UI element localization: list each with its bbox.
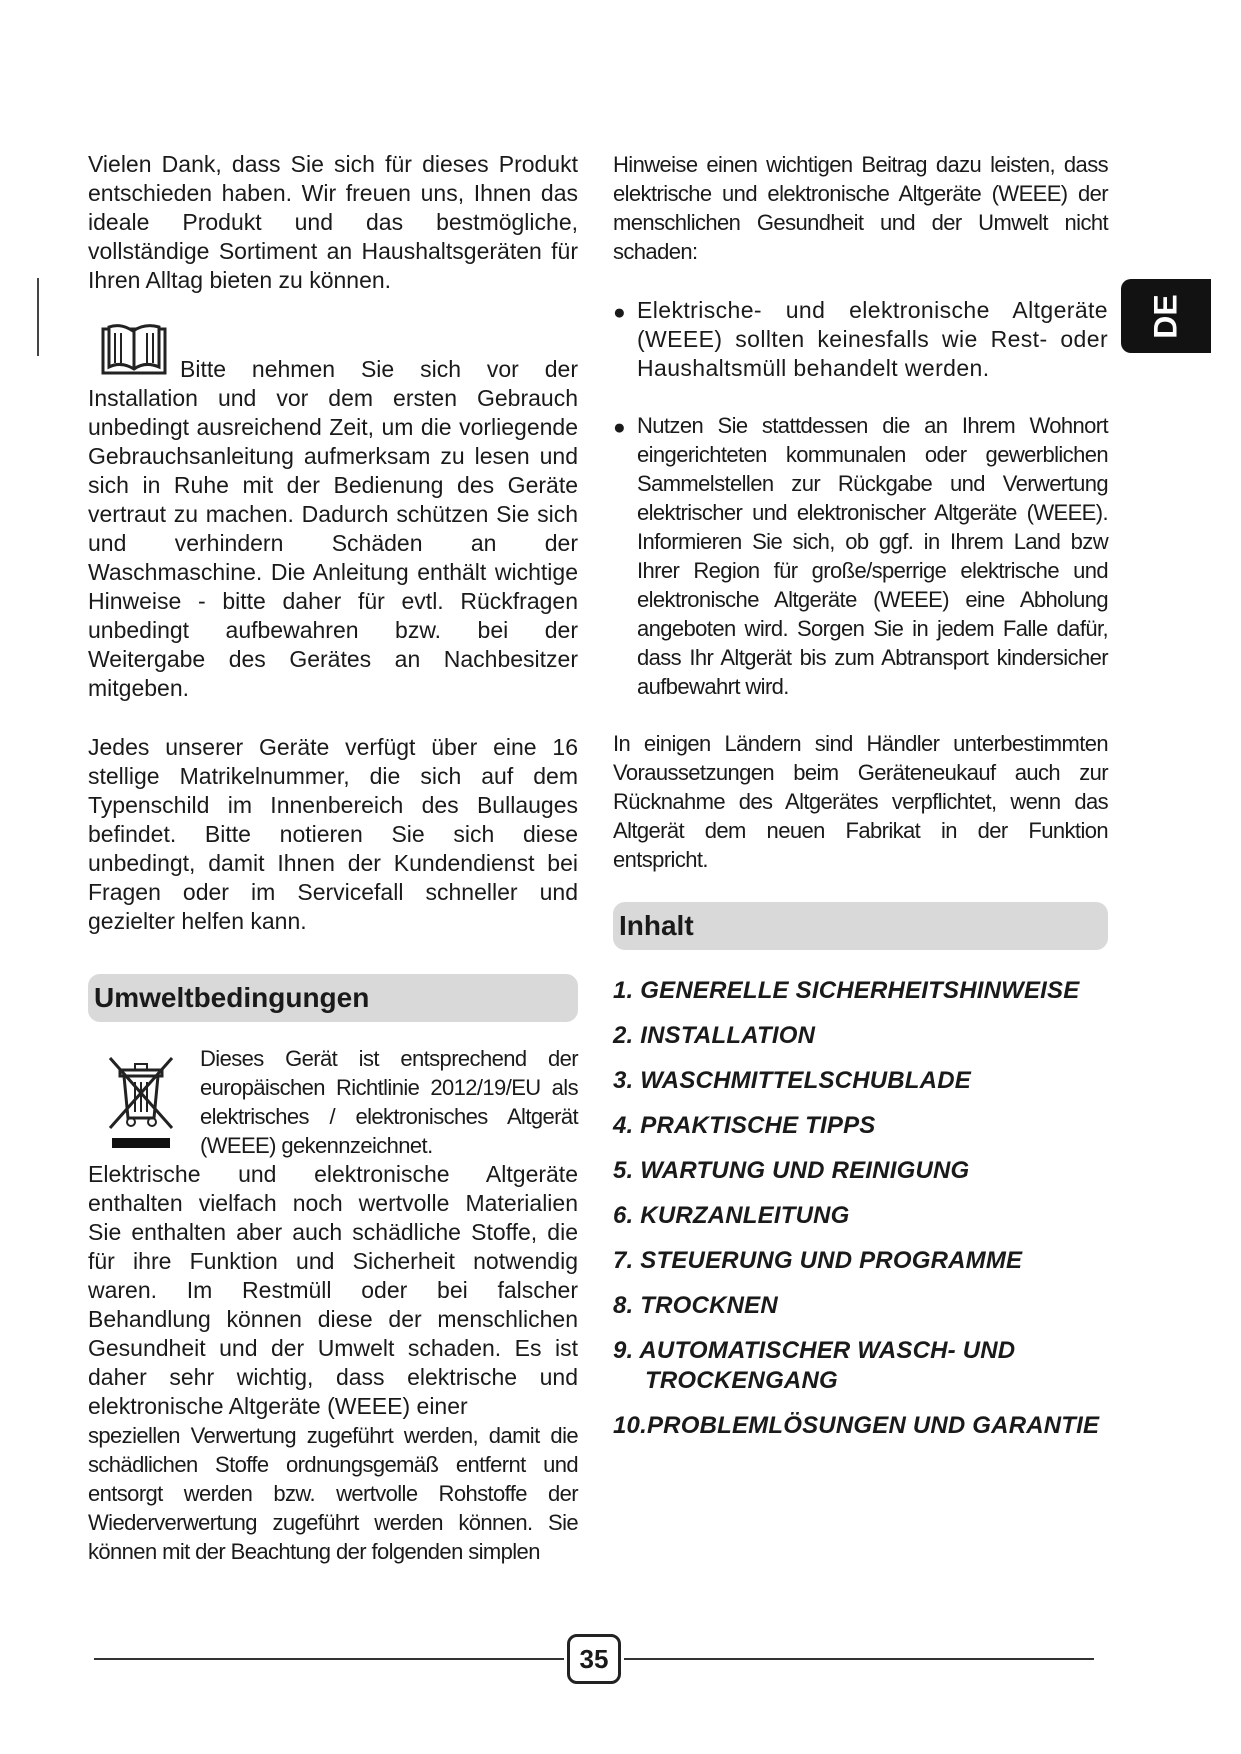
toc-item[interactable]: 10.PROBLEMLÖSUNGEN UND GARANTIE (613, 1412, 1100, 1439)
manual-note-text: Bitte nehmen Sie sich vor der Installation und vor dem ersten Gebrauch unbedingt ausreichend Zeit, um die vorliegende Gebrauchsanleitung aufmerksam zu lesen und sich in Ruhe mit der Bedienung des Geräte vertraut zu machen. Dadurch schützen Sie sich und verhindern Schäden an der Waschmaschine. Die Anleitung enthält wichtige Hinweise - bitte daher für evtl. Rückfragen unbedingt aufbewahren bzw. bei der Weitergabe des Gerätes an Nachbesitzer mitgeben. (88, 356, 578, 701)
environment-continued: Hinweise einen wichtigen Beitrag dazu leisten, dass elektrische und elektronische Altgeräte (WEEE) der menschlichen Gesundheit und der Umwelt nicht schaden: (613, 152, 1108, 264)
toc-item[interactable]: 1. GENERELLE SICHERHEITSHINWEISE (613, 977, 1080, 1004)
manual-note (88, 329, 578, 703)
toc-item[interactable]: 9. AUTOMATISCHER WASCH- UND TROCKENGANG (613, 1337, 1016, 1394)
table-of-contents (613, 976, 1108, 1441)
language-tab (1121, 279, 1211, 353)
toc-item[interactable]: 6. KURZANLEITUNG (613, 1202, 850, 1229)
intro-paragraph: Vielen Dank, dass Sie sich für dieses Produkt entschieden haben. Wir freuen uns, Ihnen das ideale Produkt und das bestmögliche, vollständige Sortiment an Haushaltsgeräten für Ihren Alltag bieten zu können. (88, 151, 578, 293)
page-number: 35 (567, 1634, 621, 1684)
serial-number-note: Jedes unserer Geräte verfügt über eine 16 stellige Matrikelnummer, die sich auf dem Typenschild im Innenbereich des Bullauges befindet. Bitte notieren Sie sich diese unbedingt, damit Ihnen der Kundendienst bei Fragen oder im Servicefall schneller und gezielter helfen kann. (88, 734, 578, 934)
environment-heading: Umweltbedingungen (88, 974, 578, 1022)
right-column (613, 150, 1108, 1456)
toc-item[interactable]: 2. INSTALLATION (613, 1022, 816, 1049)
environment-text-b: speziellen Verwertung zugeführt werden, damit die schädlichen Stoffe ordnungsgemäß entfernt und entsorgt werden bzw. wertvolle Rohstoffe der Wiederverwertung zugeführt werden können. Sie können mit der Beachtung der folgenden simplen (88, 1423, 578, 1564)
bullet-dot-icon: ● (613, 416, 626, 439)
contents-heading: Inhalt (613, 902, 1108, 950)
toc-item[interactable]: 3. WASCHMITTELSCHUBLADE (613, 1067, 971, 1094)
language-tab-label: DE (1147, 293, 1184, 339)
margin-mark (37, 278, 39, 356)
dealer-note: In einigen Ländern sind Händler unterbestimmten Voraussetzungen beim Geräteneukauf auch zur Rücknahme des Altgerätes verpflichtet, wenn das Altgerät dem neuen Fabrikat in der Funktion entspricht. (613, 731, 1108, 872)
footer-rule-left (94, 1658, 564, 1660)
environment-text-a: Elektrische und elektronische Altgeräte enthalten vielfach noch wertvolle Materialien Sie enthalten aber auch schädliche Stoffe, die für ihre Funktion und Sicherheit notwendig waren. Im Restmüll oder bei falscher Behandlung können diese der menschlichen Gesundheit und der Umwelt schaden. Es ist daher sehr wichtig, dass elektrische und elektronische Altgeräte (WEEE) einer (88, 1161, 578, 1419)
weee-text: Dieses Gerät ist entsprechend der europäischen Richtlinie 2012/19/EU als elektrisches / elektronisches Altgerät (WEEE) gekennzeichnet. (200, 1046, 578, 1158)
toc-item[interactable]: 5. WARTUNG UND REINIGUNG (613, 1157, 970, 1184)
toc-item[interactable]: 4. PRAKTISCHE TIPPS (613, 1112, 876, 1139)
toc-item[interactable]: 7. STEUERUNG UND PROGRAMME (613, 1247, 1023, 1274)
book-icon (101, 323, 167, 377)
weee-bullet-1: ● Elektrische- und elektronische Altgeräte (WEEE) sollten keinesfalls wie Rest- oder Haushaltsmüll behandelt werden. (613, 297, 1108, 381)
footer-rule-right (624, 1658, 1094, 1660)
bullet-dot-icon: ● (613, 301, 627, 324)
crossed-bin-icon (106, 1054, 176, 1150)
weee-bullet-2: ● Nutzen Sie stattdessen die an Ihrem Wohnort eingerichteten kommunalen oder gewerblichen Sammelstellen zur Rückgabe und Verwertung elektrischer und elektronischer Altgeräte (WEEE). Informieren Sie sich, ob ggf. in Ihrem Land bzw Ihrer Region für große/sperrige elektrische und elektronische Altgeräte (WEEE) eine Abholung angeboten wird. Sorgen Sie in jedem Falle dafür, dass Ihr Altgerät bis zum Abtransport kindersicher aufbewahrt wird. (613, 413, 1108, 699)
toc-item[interactable]: 8. TROCKNEN (613, 1292, 778, 1319)
weee-note (88, 1044, 578, 1160)
left-column (88, 150, 578, 1566)
